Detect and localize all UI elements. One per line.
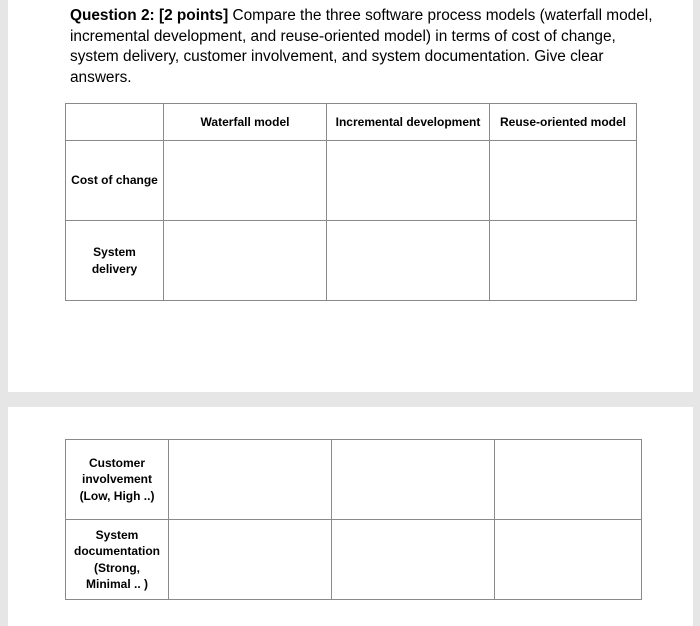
document-page-2 (8, 407, 693, 626)
comparison-table-part-2 (65, 439, 642, 600)
table-row-cost-of-change (66, 141, 637, 221)
table-row-system-documentation (66, 520, 642, 600)
row-label-customer-involvement: Customer involvement (Low, High ..) (66, 440, 169, 520)
question-points: [2 points] (158, 7, 229, 24)
answer-cell-incremental[interactable] (327, 221, 490, 301)
question-label: Question 2: (70, 7, 155, 24)
row-label-cost-of-change: Cost of change (66, 141, 164, 221)
table-header-row (66, 104, 637, 141)
answer-cell-incremental[interactable] (327, 141, 490, 221)
table-row-customer-involvement (66, 440, 642, 520)
answer-cell-waterfall[interactable] (169, 520, 332, 600)
comparison-table-part-1 (65, 103, 637, 301)
question-body: Compare the three software process models (waterfall model, incremental development, and reuse-oriented model) in terms of cost of change, system delivery, customer involvement, and system documentation. Give clear answers. (70, 7, 653, 86)
header-reuse-oriented-model: Reuse-oriented model (490, 104, 637, 141)
header-incremental-development: Incremental development (327, 104, 490, 141)
answer-cell-reuse[interactable] (490, 141, 637, 221)
document-page-1 (8, 0, 693, 392)
answer-cell-incremental[interactable] (332, 520, 495, 600)
row-label-system-delivery: System delivery (66, 221, 164, 301)
header-cell-empty (66, 104, 164, 141)
header-waterfall-model: Waterfall model (164, 104, 327, 141)
answer-cell-reuse[interactable] (495, 440, 642, 520)
answer-cell-reuse[interactable] (490, 221, 637, 301)
answer-cell-incremental[interactable] (332, 440, 495, 520)
answer-cell-waterfall[interactable] (169, 440, 332, 520)
answer-cell-waterfall[interactable] (164, 221, 327, 301)
answer-cell-reuse[interactable] (495, 520, 642, 600)
row-label-system-documentation: System documentation (Strong, Minimal .. ) (66, 520, 169, 600)
question-text (70, 6, 660, 88)
table-row-system-delivery (66, 221, 637, 301)
answer-cell-waterfall[interactable] (164, 141, 327, 221)
